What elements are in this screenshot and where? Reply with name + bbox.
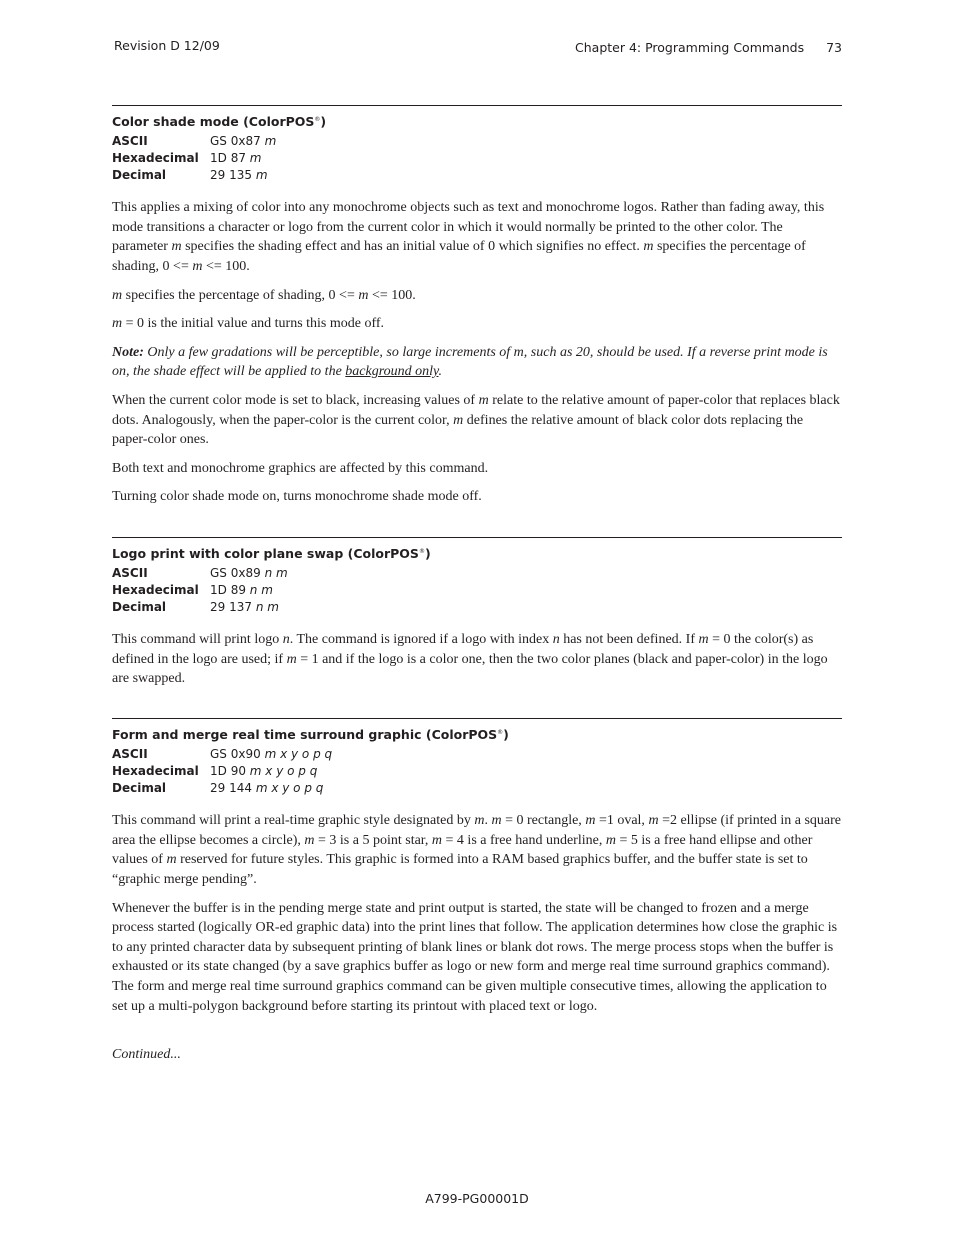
command-codes [112, 746, 842, 797]
code-row-ascii: ASCII GS 0x89 n m [112, 566, 288, 581]
running-header [575, 40, 842, 55]
code-row-hex: Hexadecimal 1D 89 n m [112, 583, 273, 598]
affected-paragraph: Both text and monochrome graphics are affected by this command. [112, 460, 489, 476]
code-row-decimal: Decimal 29 144 m x y o p q [112, 781, 324, 796]
continued-label: Continued... [112, 1047, 181, 1063]
color-mode-paragraph: When the current color mode is set to black, increasing values of m relate to the relative amount of paper-color that replaces black dots. Analogously, when the paper-color is the current color, m defines the relative amount of black color dots replacing the paper-color ones. [112, 392, 840, 448]
section-divider [112, 537, 842, 538]
code-row-hex: Hexadecimal 1D 87 m [112, 151, 262, 166]
page-number: 73 [826, 40, 842, 55]
chapter-title: Chapter 4: Programming Commands [575, 40, 805, 55]
code-row-ascii: ASCII GS 0x87 m [112, 134, 277, 149]
document-id: A799-PG00001D [425, 1191, 529, 1206]
section-title: Color shade mode (ColorPOS®) [112, 114, 327, 130]
shade-off-paragraph: Turning color shade mode on, turns monochrome shade mode off. [112, 489, 482, 505]
note-paragraph: Note: Only a few gradations will be perceptible, so large increments of m, such as 20, should be used. If a reverse print mode is on, the shade effect will be applied to the background only. [112, 344, 828, 380]
code-row-hex: Hexadecimal 1D 90 m x y o p q [112, 764, 318, 779]
parameter-range-paragraph: m specifies the percentage of shading, 0 <= m <= 100. [112, 287, 416, 303]
section-color-shade-mode [112, 105, 842, 507]
section-surround-graphic [112, 718, 842, 1065]
description-paragraph: This command will print logo n. The command is ignored if a logo with index n has not been defined. If m = 0 the color(s) as defined in the logo are used; if m = 1 and if the logo is a color one, then the two color planes (black and paper-color) in the logo are swapped. [112, 632, 828, 687]
section-divider [112, 718, 842, 719]
code-row-decimal: Decimal 29 135 m [112, 168, 268, 183]
section-logo-print-swap [112, 537, 842, 689]
merge-process-paragraph: Whenever the buffer is in the pending merge state and print output is started, the state will be changed to frozen and a merge process started (logically OR-ed graphic data) into the print lines that follow. The application determines how close the graphic is to any printed character data by subsequent printing of blank lines or blank dot rows. The merge process stops when the buffer is exhausted or its state changed (by a save graphics buffer as logo or new form and merge real time surround graphics command). The form and merge real time surround graphics command can be given multiple consecutive times, allowing the application to set up a multi-polygon background before starting its printout with placed text or logo. [112, 900, 838, 1014]
command-codes [112, 565, 842, 616]
revision-label: Revision D 12/09 [114, 38, 220, 53]
section-divider [112, 105, 842, 106]
description-paragraph: This applies a mixing of color into any monochrome objects such as text and monochrome logos. Rather than fading away, this mode transitions a character or logo from the current color in which it would normally be printed to the other color. The parameter m specifies the shading effect and has an initial value of 0 which signifies no effect. m specifies the percentage of shading, 0 <= m <= 100. [112, 200, 825, 274]
description-paragraph: This command will print a real-time graphic style designated by m. m = 0 rectangle, m =1 oval, m =2 ellipse (if printed in a square area the ellipse becomes a circle), m = 3 is a 5 point star, m = 4 is a free hand underline, m = 5 is a free hand ellipse and other values of m reserved for future styles. This graphic is formed into a RAM based graphics buffer, and the buffer state is set to “graphic merge pending”. [112, 813, 842, 887]
command-codes [112, 133, 842, 184]
section-title: Logo print with color plane swap (ColorPOS®) [112, 546, 431, 562]
section-title: Form and merge real time surround graphic (ColorPOS®) [112, 727, 509, 743]
code-row-decimal: Decimal 29 137 n m [112, 600, 279, 615]
code-row-ascii: ASCII GS 0x90 m x y o p q [112, 747, 333, 762]
initial-value-paragraph: m = 0 is the initial value and turns this mode off. [112, 316, 385, 332]
